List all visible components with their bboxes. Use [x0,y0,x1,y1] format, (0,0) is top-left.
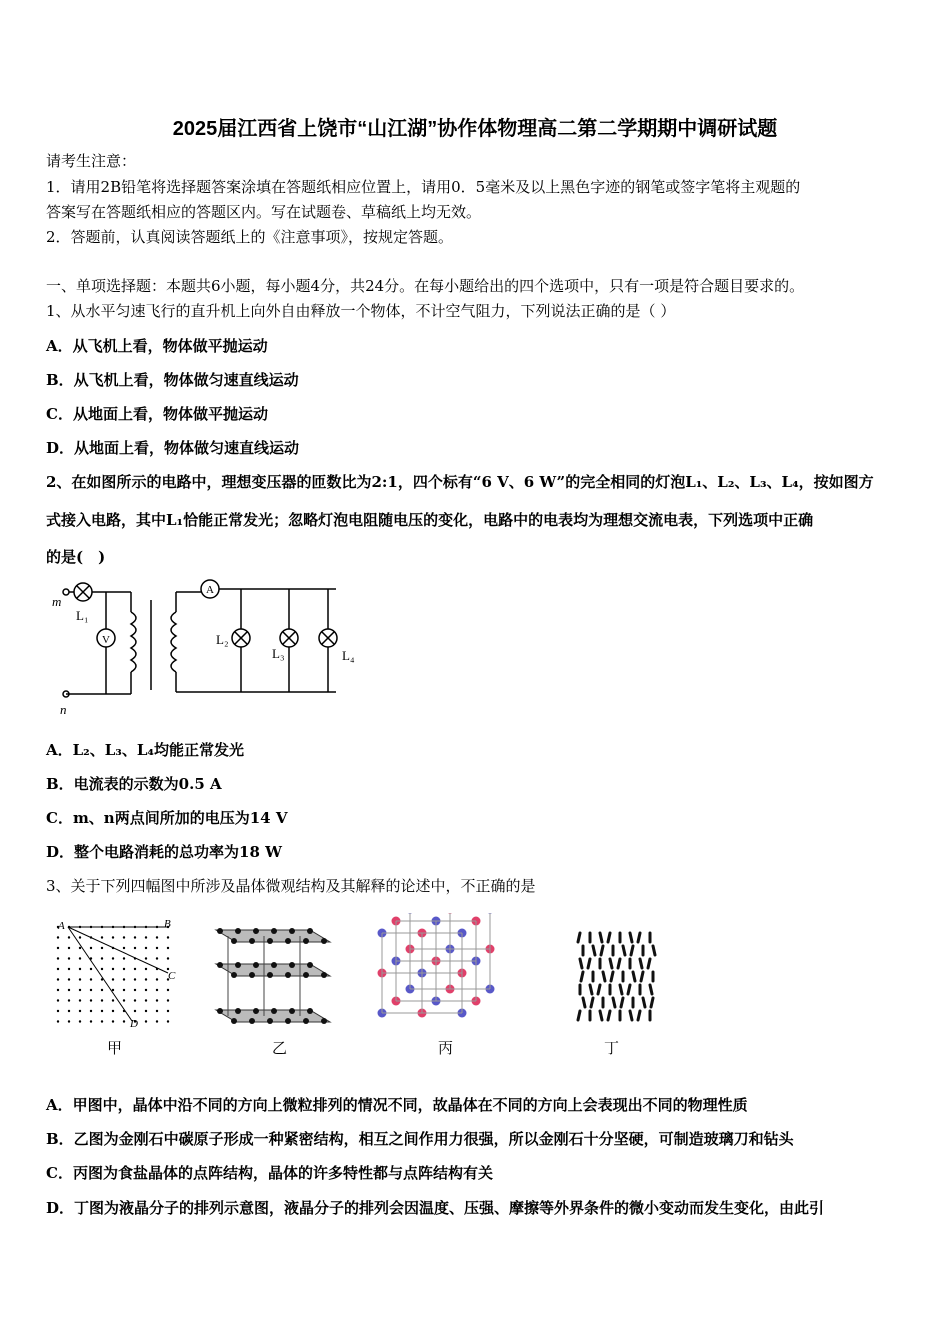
notice-line: 2．答题前，认真阅读答题纸上的《注意事项》，按规定答题。 [46,228,454,246]
salt-lattice-figure [372,913,502,1031]
q1-option-c: C．从地面上看，物体做平抛运动 [46,405,268,423]
caption-bing: 丙 [438,1039,454,1057]
q1-option-d: D．从地面上看，物体做匀速直线运动 [46,439,300,457]
q1-option-a: A．从飞机上看，物体做平抛运动 [46,337,268,355]
q2-option-c: C．m、n两点间所加的电压为14 V [46,809,288,827]
crystal-lattice-figure [50,915,185,1030]
q1-option-b: B．从飞机上看，物体做匀速直线运动 [46,371,299,389]
circuit-diagram [46,572,366,722]
lamp-l3-label: L₃ [272,646,285,661]
caption-jia: 甲 [107,1039,123,1057]
notice-line: 答案写在答题纸相应的答题区内。写在试题卷、草稿纸上均无效。 [46,203,482,221]
q3-option-c: C．丙图为食盐晶体的点阵结构，晶体的许多特性都与点阵结构有关 [46,1164,493,1182]
section-heading: 一、单项选择题：本题共6小题，每小题4分，共24分。在每小题给出的四个选项中，只有一项是符合题目要求的。 [46,277,805,295]
question-1-stem: 1、从水平匀速飞行的直升机上向外自由释放一个物体，不计空气阻力，下列说法正确的是（ ） [46,302,676,320]
q2-option-d: D．整个电路消耗的总功率为18 W [46,843,282,861]
lamp-l1-label: L₁ [76,608,89,623]
q3-option-b: B．乙图为金刚石中碳原子形成一种紧密结构，相互之间作用力很强，所以金刚石十分坚硬，可制造玻璃刀和钻头 [46,1130,794,1148]
q2-option-b: B．电流表的示数为0.5 A [46,775,222,793]
question-3-stem: 3、关于下列四幅图中所涉及晶体微观结构及其解释的论述中，不正确的是 [46,877,536,895]
question-2-stem: 式接入电路，其中L₁恰能正常发光；忽略灯泡电阻随电压的变化，电路中的电表均为理想交流电表，下列选项中正确 [46,511,814,529]
terminal-m-label: m [52,594,62,609]
caption-yi: 乙 [272,1039,288,1057]
diamond-layer-figure [198,918,338,1033]
caption-ding: 丁 [604,1039,620,1057]
question-2-stem: 2、在如图所示的电路中，理想变压器的匝数比为2:1，四个标有“6 V、6 W”的完全相同的灯泡L₁、L₂、L₃、L₄，按如图方 [46,473,874,491]
ammeter-label: A [206,584,214,596]
voltmeter-label: V [102,634,110,646]
point-b-label: B [164,918,171,930]
q3-option-d: D．丁图为液晶分子的排列示意图，液晶分子的排列会因温度、压强、摩擦等外界条件的微小变动而发生变化，由此引 [46,1199,825,1217]
page-title: 2025届江西省上饶市“山江湖”协作体物理高二第二学期期中调研试题 [172,118,778,140]
point-c-label: C [168,970,176,982]
q3-option-a: A．甲图中，晶体中沿不同的方向上微粒排列的情况不同，故晶体在不同的方向上会表现出不同的物理性质 [46,1096,748,1114]
notice-heading: 请考生注意： [46,152,137,170]
question-2-stem: 的是( ) [46,548,106,566]
point-a-label: A [58,920,65,932]
terminal-n-label: n [60,702,67,717]
liquid-crystal-figure [570,925,665,1025]
lamp-l4-label: L₄ [342,648,355,663]
point-d-label: D [130,1018,138,1030]
lamp-l2-label: L₂ [216,632,229,647]
notice-line: 1．请用2B铅笔将选择题答案涂填在答题纸相应位置上，请用0．5毫米及以上黑色字迹的钢笔或签字笔将主观题的 [46,178,801,196]
q2-option-a: A．L₂、L₃、L₄均能正常发光 [46,741,244,759]
